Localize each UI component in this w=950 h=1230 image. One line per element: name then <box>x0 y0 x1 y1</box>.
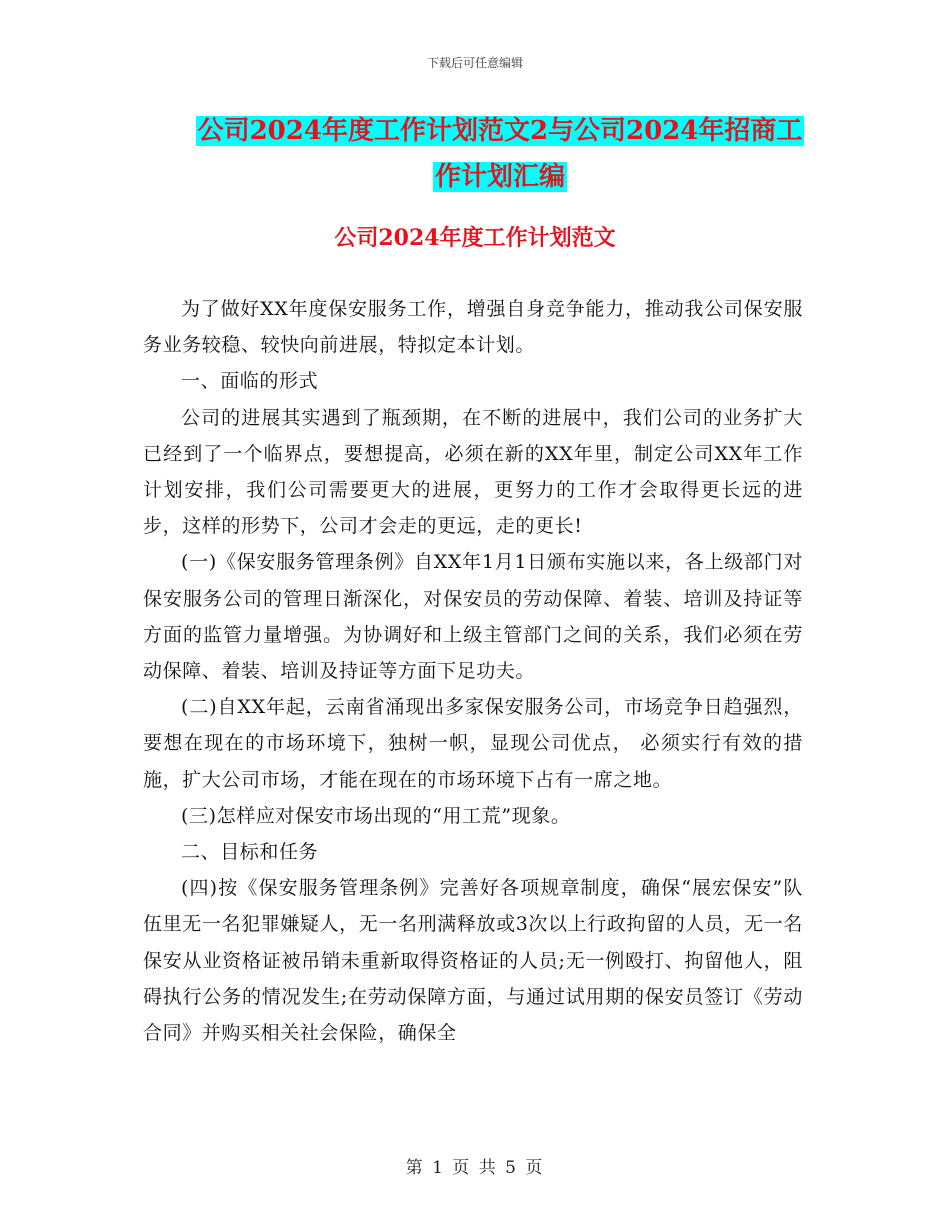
paragraph: 为了做好XX年度保安服务工作，增强自身竞争能力，推动我公司保安服务业务较稳、较快向前进展，特拟定本计划。 <box>143 298 803 357</box>
page-footer: 第 1 页 共 5 页 <box>405 1158 545 1178</box>
document-title <box>150 108 850 200</box>
document-title-line-1: 公司2024年度工作计划范文2与公司2024年招商工 <box>197 116 803 146</box>
paragraph: (三)怎样应对保安市场出现的“用工荒”现象。 <box>181 804 571 827</box>
paragraph: (一)《保安服务管理条例》自XX年1月1日颁布实施以来，各上级部门对保安服务公司的管理日渐深化，对保安员的劳动保障、着装、培训及持证等方面的监管力量增强。为协调好和上级主管部门之间的关系，我们必须在劳动保障、着装、培训及持证等方面下足功夫。 <box>143 551 803 683</box>
document-title-line-2: 作计划汇编 <box>434 162 565 192</box>
section-title: 公司2024年度工作计划范文 <box>334 225 616 251</box>
paragraph: 一、面临的形式 <box>181 370 319 393</box>
paragraph: 二、目标和任务 <box>181 841 319 864</box>
paragraph: (二)自XX年起，云南省涌现出多家保安服务公司，市场竞争日趋强烈，要想在现在的市场环境下，独树一帜，显现公司优点， 必须实行有效的措施，扩大公司市场，才能在现在的市场环境下占有一席之地。 <box>143 696 803 791</box>
paragraph: (四)按《保安服务管理条例》完善好各项规章制度，确保“展宏保安”队伍里无一名犯罪嫌疑人，无一名刑满释放或3次以上行政拘留的人员，无一名保安从业资格证被吊销未重新取得资格证的人员;无一例殴打、拘留他人，阻碍执行公务的情况发生;在劳动保障方面，与通过试用期的保安员签订《劳动合同》并购买相关社会保险，确保全 <box>143 877 803 1045</box>
paragraph: 公司的进展其实遇到了瓶颈期，在不断的进展中，我们公司的业务扩大已经到了一个临界点，要想提高，必须在新的XX年里，制定公司XX年工作计划安排，我们公司需要更大的进展，更努力的工作才会取得更长远的进步，这样的形势下，公司才会走的更远，走的更长! <box>143 406 803 538</box>
header-note: 下载后可任意编辑 <box>426 56 523 70</box>
document-body <box>143 291 803 1051</box>
